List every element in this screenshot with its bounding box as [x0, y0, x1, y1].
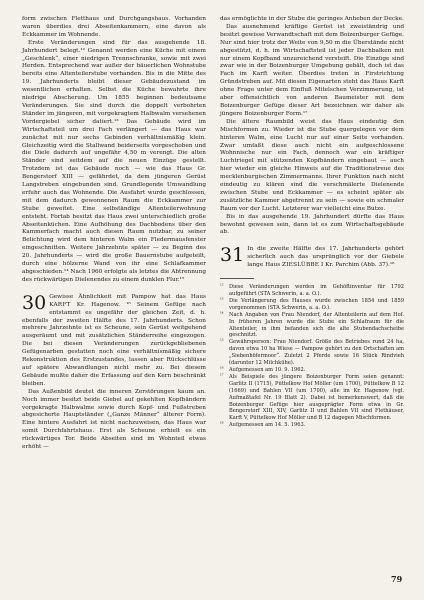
- footnote-number: ¹³: [220, 297, 224, 303]
- paragraph: Das Außenbild deutet die inneren Zerstörungen kaum an. Noch immer besitzt beide Giebel auf gekehlten Kopfbändern vorgekragte Halbwalme sowie durch Kopf- und Fußstreben abgesicherte Hauptständer („Ganze Männer“ älterer Form). Eine hintere Ausfahrt ist nicht nachzuweisen, das Haus war somit Durchfahrtshaus. Erst als Scheune erhielt es ein rückwärtiges Tor. Beide Abseiten sind im Wohnteil etwas erhöht —: [22, 388, 206, 451]
- footnote-text: Die Verlängerung des Hauses wurde zwischen 1854 und 1859 vorgenommen (STA Schwerin, a. a. O.).: [229, 297, 404, 311]
- section-body: ¹⁶ Seinem Gefüge nach entstammt es ungefähr der gleichen Zeit, d. h. ebenfalls der zweiten Hälfte des 17. Jahrhunderts. Schon mehrere Jahrzehnte ist es Scheune, sein Gerüst weitgehend ausgeräumt und mit zusätzlichen Ständerreihe eingezogen. Die bei diesen Veränderungen zurückgebliebenen Gefügenarben gestatten noch eine verhältnismäßig sichere Rekonstruktion des Erstzustandes, lassen aber Rückschlüsse auf spätere Abwandlungen nicht mehr zu. Bei diesem Gebäude mußte daher die Erfassung auf den Kern beschränkt bleiben.: [22, 301, 206, 387]
- footnote: [220, 422, 404, 429]
- section-30: [22, 291, 206, 389]
- paragraph: das ermöglichte in der Stube die geringes Anheben der Decke.: [220, 16, 404, 22]
- paragraph: Die ältere Raumbild weist das Haus eindeutig den Mischformen zu. Wieder ist die Stube quergelegen vor dem hinteren Walm, eine Lucht nur auf einer Seite vorhanden. Zwar umfaßt diese auch nicht ein aufgeschlossene Wohnnische nur ein Fach, dennoch war ein kräftiger Luchtriegel mit stützenden Kopfbändern eingebaut — auch hier wieder ein gleiche Hinweis auf die Traditionstreue des mecklenburgischen Zimmermanns. Ihrer Funktion nach nicht eindeutig zu klären sind die verschmälerte Dielenende zwischen Stube und Eckkammer — es scheint später als zusätzliche Kammer abgetrennt zu sein — sowie ein schmaler Raum vor der Lucht. Letzterer war vielleicht eine Butze.: [220, 118, 404, 212]
- footnote-number: ¹⁴: [220, 311, 224, 317]
- footnote-text: Gewährsperson: Frau Niendorf. Größe des Betriebes rund 24 ha, davon etwa 10 ha Wiese — Pampow gehört zu den Ortschaften am „Siebenhöfermoor“. Zuletzt 2 Pferde sowie 16 Stück Rindvieh (darunter 12 Milchkühe).: [229, 339, 404, 367]
- footnote-number: ¹²: [220, 284, 224, 290]
- footnote-text: Aufgemessen am 14. 5. 1963.: [229, 422, 306, 429]
- place-district: I Kr. Parchim (Abb. 37).¹⁸: [321, 262, 395, 269]
- footnote-number: ¹⁷: [220, 373, 224, 379]
- footnote: [220, 298, 404, 312]
- footnote-number: ¹⁸: [220, 422, 224, 428]
- section-31: [220, 246, 404, 270]
- page-number: 79: [391, 574, 403, 584]
- right-column: [220, 16, 404, 429]
- footnotes: [220, 284, 404, 429]
- left-column: [22, 16, 206, 452]
- section-lead: Gewisse Ähnlichkeit mit Pampow hat das Haus: [49, 293, 206, 300]
- footnote-text: Diese Veränderungen werden im Gehöftinventar für 1792 aufgeführt (STA Schwerin, a. a. O.).: [229, 284, 404, 297]
- paragraph: Bis in das ausgehende 19. Jahrhundert dürfte das Haus bewohnt gewesen sein, dann ist es zum Wirtschaftsgebäude ab.: [220, 213, 404, 236]
- paragraph: Das ausnehmend kräftige Gerüst ist zweiständrig und besitzt gewisse Verwandtschaft mit dem Boizenburger Gefüge. Nur sind hier trotz der Weite von 9,50 m die Überstände nicht abgestützt, d. h. im Wirtschaftsteil ist jeder Dachbalken mit nur einem Kopfband unzureichend versteift. Die Einzüge sind zwar wie in der Boizenburger Umgebung gebält, doch ist das Fach im Karft weiter. Überdies treten in Firstrichtung Gründstreben auf. Mit diesen Eigenarten steht das Haus Karft ohne Frage unter dem Einfluß Mitelschen Verzimmerung, ist aber offensichtlich von anderen Baumeister mit dem Boizenburger Gefüge dieser Art bezeichnen wir daher als jüngere Boizenburger Form.¹⁷: [220, 23, 404, 117]
- footnote-number: ¹⁶: [220, 366, 224, 372]
- place-name: ZIESLÜBBE: [282, 262, 320, 269]
- footnote-number: ¹⁵: [220, 339, 224, 345]
- footnote-text: Nach Angaben von Frau Niendorf, der Altenteilerin auf dem Hof. In früheren Jahren wurde die Stube ein Schlafraum für die Altenteiler, in ihm befanden sich die alte Stubendachscheibe geschnitzt.: [229, 311, 404, 339]
- footnote: [220, 284, 404, 298]
- place-district: Kr. Hagenow.: [76, 301, 120, 308]
- footnote-separator: [220, 278, 254, 279]
- section-number: 30: [22, 291, 47, 314]
- footnote: [220, 339, 404, 367]
- footnote-text: Als Beispiele des jüngere Boizenburger Form seien genannt: Garlitz II (1715), Püttelkow Hof Möller (um 1700), Püttelkow B 12 (1669) und Bahlen VII (um 1700), alle im Kr. Hagenow (vgl. Aufmaßtafel Nr. 19 Blatt 2). Dabei ist bemerkenswert, daß die Boizenburger Gefüge hier ausgeprägter Form etwa in Gr. Bengerstorf XIII, XIV, Garlitz II und Bahlen VII sind Flethäuser, Karft V, Püttelkow Hof Möller und B 12 dagegen Mischformen.: [229, 373, 404, 422]
- footnote: [220, 374, 404, 422]
- section-number: 31: [220, 244, 245, 267]
- paragraph: form zwischen Fletthaus und Durchgangshaus. Vorhanden waren überdies drei Abseitenkammern, eine davon als Eckkammer im Wohnende.: [22, 16, 206, 38]
- footnote: [220, 312, 404, 340]
- place-name: KARFT: [49, 301, 71, 308]
- footnote: [220, 367, 404, 374]
- section-lead: In die zweite Hälfte des 17. Jahrhunderts gehört sicherlich auch das ursprünglich vor der Giebele lange Haus: [247, 246, 404, 269]
- paragraph: Erste Veränderungen sind für das ausgehende 18. Jahrhundert belegt.¹² Genannt werden eine Küche mit einem „Geschlenk“, einer niedrigen Trennschranke, sowie mit zwei Herden. Entsprechend war außer der bäuerlichen Wohnstube bereits eine Altenteilerstube vorhanden. Bis in die Mitte des 19. Jahrhunderts bleibt dieser Gebäudezustand im wesentlichen erhalten. Selbst die Küche bewahrte ihre niedrige Abscherung. Um 1855 beginnen bedeutsame Veränderungen. Sie sind durch die doppelt verbohrten Ständer im jüngeren, mit vorgekragtem Halbwalm versehenen Vordergiebel sicher datiert.¹³ Das Gebäude wird im Wirtschaftsteil um drei Fach verlängert — das Haus war zunächst mit nur sechs Gebinden verhältnismäßig klein. Gleichzeitig wird die Stallwand beiderseits vorgeschoben und die Diele dadurch auf ungefähr 4,50 m verengt. Die alten Ständer sind seitdem auf die neuen Einzüge gestellt. Trotzdem ist das Gebäude noch — wie das Haus Gr. Bengerstorf XIII — gefährdet, da dem jüngeren Gerüst Langstreben eingebunden sind. Grundlegende Umwandlung erfuhr auch das Wohnende. Die Ausfahrt wurde geschlossen, mit dem dadurch gewonnenen Raum die Eckkammer zur Stube geweitet. Eine selbständige Altenteilerwohnung entsteht. Fortab besitzt das Haus zwei unterschiedlich große Abseitenküchen. Eine Aufhöhung des Dachbodens über den Kammerfach macht auch diesen Raum nutzbar, zu seiner Belichtung wird dem hinteren Walm ein Fledermausfenster eingeschnitten. Weitere Jahrzehnte später — zu Beginn des 20. Jahrhunderts — wird die große Bauernstube aufgeteilt, durch eine hölzerne Wand von ihr eine Schlafkammer abgeschieden.¹⁴ Nach 1960 erfolgte als letztes die Abtrennung des rückwärtigen Dielenendes zu einem dunklen Flur.¹⁵: [22, 39, 206, 283]
- footnote-text: Aufgemessen am 10. 9. 1962.: [229, 366, 306, 373]
